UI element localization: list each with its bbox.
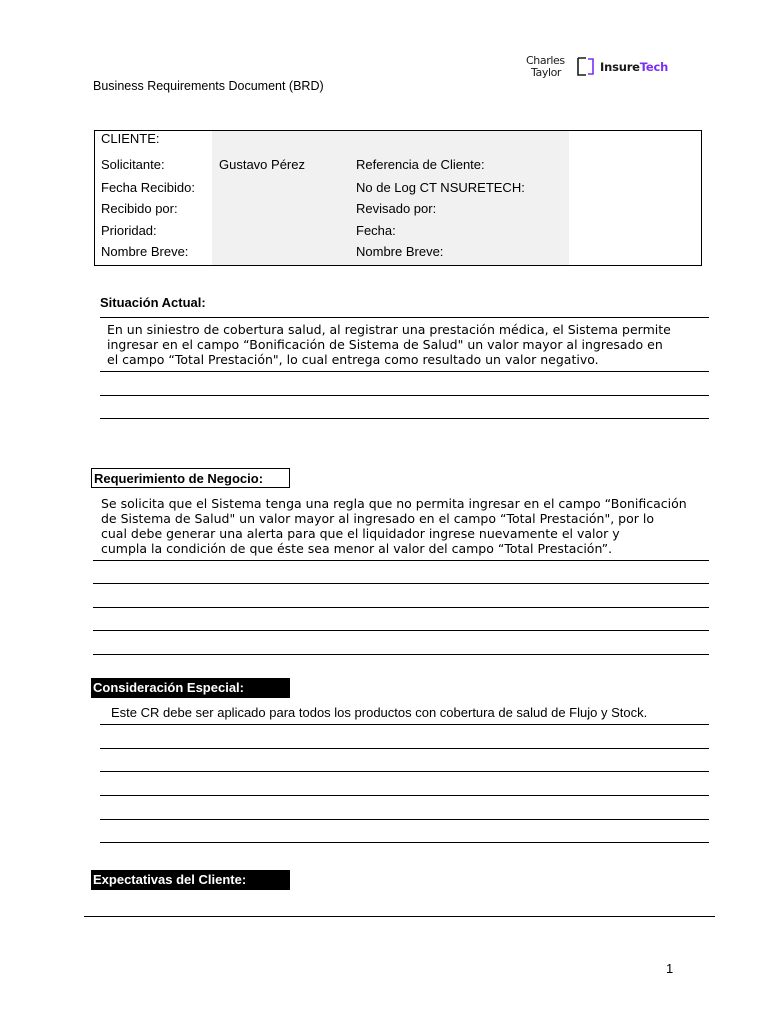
requerimiento-negocio-title: Requerimiento de Negocio:: [91, 468, 290, 488]
requerimiento-line-4: cumpla la condición de que éste sea menor al valor del campo “Total Prestación”.: [101, 541, 613, 556]
client-info-table: [94, 130, 702, 266]
requerimiento-line-2: de Sistema de Salud" un valor mayor al ingresado en el campo “Total Prestación", por lo: [101, 511, 654, 526]
blank-line: [93, 560, 709, 561]
logo-insure-word: Insure: [600, 60, 640, 74]
logo-tech-word: Tech: [639, 60, 669, 74]
consideracion-especial-text: Este CR debe ser aplicado para todos los productos con cobertura de salud de Flujo y Stock.: [111, 705, 648, 720]
blank-line: [93, 607, 709, 608]
divider-line: [100, 317, 709, 318]
consideracion-especial-title: Consideración Especial:: [91, 678, 290, 698]
blank-line: [100, 418, 709, 419]
blank-line: [93, 630, 709, 631]
blank-line: [100, 371, 709, 372]
solicitante-value: Gustavo Pérez: [219, 157, 305, 172]
blank-line: [100, 842, 709, 843]
logo-charles-word: Charles: [526, 54, 565, 67]
expectativas-cliente-title: Expectativas del Cliente:: [91, 870, 290, 890]
recibido-por-label: Recibido por:: [101, 201, 178, 216]
situacion-line-2: ingresar en el campo “Bonificación de Sistema de Salud" un valor mayor al ingresado en: [107, 337, 663, 352]
referencia-cliente-label: Referencia de Cliente:: [356, 157, 485, 172]
requerimiento-line-1: Se solicita que el Sistema tenga una regla que no permita ingresar en el campo “Bonificación: [101, 496, 687, 511]
logo-taylor-word: Taylor: [531, 66, 562, 79]
requerimiento-negocio-text: [101, 496, 709, 556]
value-column-shade: [212, 131, 349, 265]
insuretech-logo-text: [600, 60, 668, 74]
solicitante-label: Solicitante:: [101, 157, 165, 172]
nombre-breve-label-left: Nombre Breve:: [101, 244, 189, 259]
blank-line: [100, 771, 709, 772]
situacion-line-3: el campo “Total Prestación", lo cual entrega como resultado un valor negativo.: [107, 352, 599, 367]
revisado-por-label: Revisado por:: [356, 201, 437, 216]
blank-line: [100, 795, 709, 796]
footer-divider: [84, 916, 715, 917]
prioridad-label: Prioridad:: [101, 223, 157, 238]
blank-line: [100, 748, 709, 749]
requerimiento-line-3: cual debe generar una alerta para que el liquidador ingrese nuevamente el valor y: [101, 526, 620, 541]
document-title: Business Requirements Document (BRD): [93, 79, 324, 93]
blank-line: [100, 819, 709, 820]
charles-taylor-logo-text: [526, 55, 576, 79]
insuretech-bracket-icon: [577, 57, 594, 76]
situacion-line-1: En un siniestro de cobertura salud, al registrar una prestación médica, el Sistema permite: [107, 322, 671, 337]
page-number: 1: [666, 961, 674, 976]
nombre-breve-label-right: Nombre Breve:: [356, 244, 444, 259]
blank-line: [93, 583, 709, 584]
situacion-actual-title: Situación Actual:: [100, 295, 206, 310]
blank-line: [100, 395, 709, 396]
no-log-label: No de Log CT NSURETECH:: [356, 180, 525, 195]
fecha-recibido-label: Fecha Recibido:: [101, 180, 195, 195]
cliente-label: CLIENTE:: [101, 131, 160, 146]
blank-line: [100, 724, 709, 725]
situacion-actual-text: [107, 322, 707, 367]
fecha-label: Fecha:: [356, 223, 396, 238]
blank-line: [93, 654, 709, 655]
